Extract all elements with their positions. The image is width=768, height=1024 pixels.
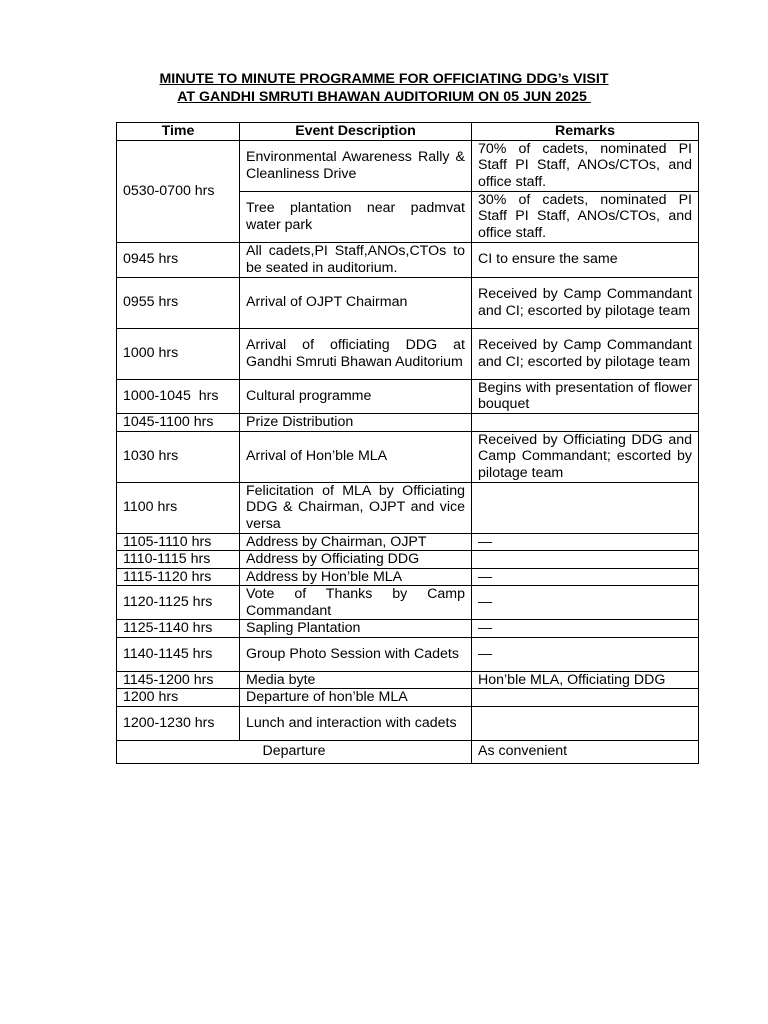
event-cell: Arrival of OJPT Chairman — [240, 277, 472, 328]
event-cell: Departure of hon’ble MLA — [240, 689, 472, 707]
remarks-cell: — — [472, 533, 699, 551]
time-cell: 0945 hrs — [117, 242, 240, 277]
remarks-cell: — — [472, 620, 699, 638]
table-row — [117, 379, 699, 413]
time-cell: 0955 hrs — [117, 277, 240, 328]
remarks-cell — [472, 551, 699, 569]
table-row-departure — [117, 740, 699, 763]
event-cell: Arrival of officiating DDG at Gandhi Smruti Bhawan Auditorium — [240, 328, 472, 379]
table-header-row — [117, 123, 699, 141]
time-cell: 1000 hrs — [117, 328, 240, 379]
event-cell: Media byte — [240, 671, 472, 689]
table-row — [117, 277, 699, 328]
time-cell: 1100 hrs — [117, 482, 240, 533]
remarks-cell: — — [472, 637, 699, 671]
remarks-cell — [472, 689, 699, 707]
event-cell: All cadets,PI Staff,ANOs,CTOs to be seated in auditorium. — [240, 242, 472, 277]
table-row — [117, 140, 699, 191]
table-row — [117, 568, 699, 586]
event-cell: Cultural programme — [240, 379, 472, 413]
header-remarks: Remarks — [472, 123, 699, 141]
remarks-cell: 30% of cadets, nominated PI Staff PI Staff, ANOs/CTOs, and office staff. — [472, 191, 699, 242]
table-row — [117, 637, 699, 671]
departure-cell: Departure — [117, 740, 472, 763]
table-row — [117, 706, 699, 740]
time-cell: 0530-0700 hrs — [117, 140, 240, 242]
remarks-cell: CI to ensure the same — [472, 242, 699, 277]
time-cell: 1140-1145 hrs — [117, 637, 240, 671]
remarks-cell: — — [472, 568, 699, 586]
time-cell: 1125-1140 hrs — [117, 620, 240, 638]
event-cell: Group Photo Session with Cadets — [240, 637, 472, 671]
remarks-cell — [472, 482, 699, 533]
table-row — [117, 533, 699, 551]
remarks-cell — [472, 706, 699, 740]
table-row — [117, 689, 699, 707]
time-cell: 1200 hrs — [117, 689, 240, 707]
time-cell: 1200-1230 hrs — [117, 706, 240, 740]
remarks-cell: Received by Camp Commandant and CI; escorted by pilotage team — [472, 277, 699, 328]
table-row — [117, 482, 699, 533]
event-cell: Address by Officiating DDG — [240, 551, 472, 569]
remarks-cell: Begins with presentation of flower bouquet — [472, 379, 699, 413]
event-cell: Environmental Awareness Rally & Cleanliness Drive — [240, 140, 472, 191]
programme-table — [116, 122, 699, 764]
time-cell: 1115-1120 hrs — [117, 568, 240, 586]
time-cell: 1030 hrs — [117, 431, 240, 482]
table-row — [117, 431, 699, 482]
remarks-cell: As convenient — [472, 740, 699, 763]
time-cell: 1110-1115 hrs — [117, 551, 240, 569]
event-cell: Sapling Plantation — [240, 620, 472, 638]
table-row — [117, 671, 699, 689]
event-cell: Address by Chairman, OJPT — [240, 533, 472, 551]
remarks-cell: 70% of cadets, nominated PI Staff PI Staff, ANOs/CTOs, and office staff. — [472, 140, 699, 191]
event-cell: Tree plantation near padmvat water park — [240, 191, 472, 242]
time-cell: 1045-1100 hrs — [117, 413, 240, 431]
table-row — [117, 242, 699, 277]
remarks-cell: Received by Camp Commandant and CI; escorted by pilotage team — [472, 328, 699, 379]
event-cell: Address by Hon’ble MLA — [240, 568, 472, 586]
document-title — [0, 70, 768, 106]
table-row — [117, 551, 699, 569]
event-cell: Felicitation of MLA by Officiating DDG & Chairman, OJPT and vice versa — [240, 482, 472, 533]
title-line-1: MINUTE TO MINUTE PROGRAMME FOR OFFICIATING DDG’s VISIT — [159, 71, 609, 87]
time-cell: 1105-1110 hrs — [117, 533, 240, 551]
event-cell: Lunch and interaction with cadets — [240, 706, 472, 740]
remarks-cell: Received by Officiating DDG and Camp Commandant; escorted by pilotage team — [472, 431, 699, 482]
table-row — [117, 586, 699, 620]
remarks-cell — [472, 413, 699, 431]
header-event-description: Event Description — [240, 123, 472, 141]
time-cell: 1000-1045 hrs — [117, 379, 240, 413]
time-cell: 1120-1125 hrs — [117, 586, 240, 620]
table-row — [117, 413, 699, 431]
header-time: Time — [117, 123, 240, 141]
remarks-cell: Hon’ble MLA, Officiating DDG — [472, 671, 699, 689]
table-row — [117, 328, 699, 379]
remarks-cell: — — [472, 586, 699, 620]
event-cell: Prize Distribution — [240, 413, 472, 431]
table-row — [117, 620, 699, 638]
event-cell: Arrival of Hon’ble MLA — [240, 431, 472, 482]
event-cell: Vote of Thanks by Camp Commandant — [240, 586, 472, 620]
time-cell: 1145-1200 hrs — [117, 671, 240, 689]
title-line-2: AT GANDHI SMRUTI BHAWAN AUDITORIUM ON 05 JUN 2025 — [177, 89, 591, 105]
